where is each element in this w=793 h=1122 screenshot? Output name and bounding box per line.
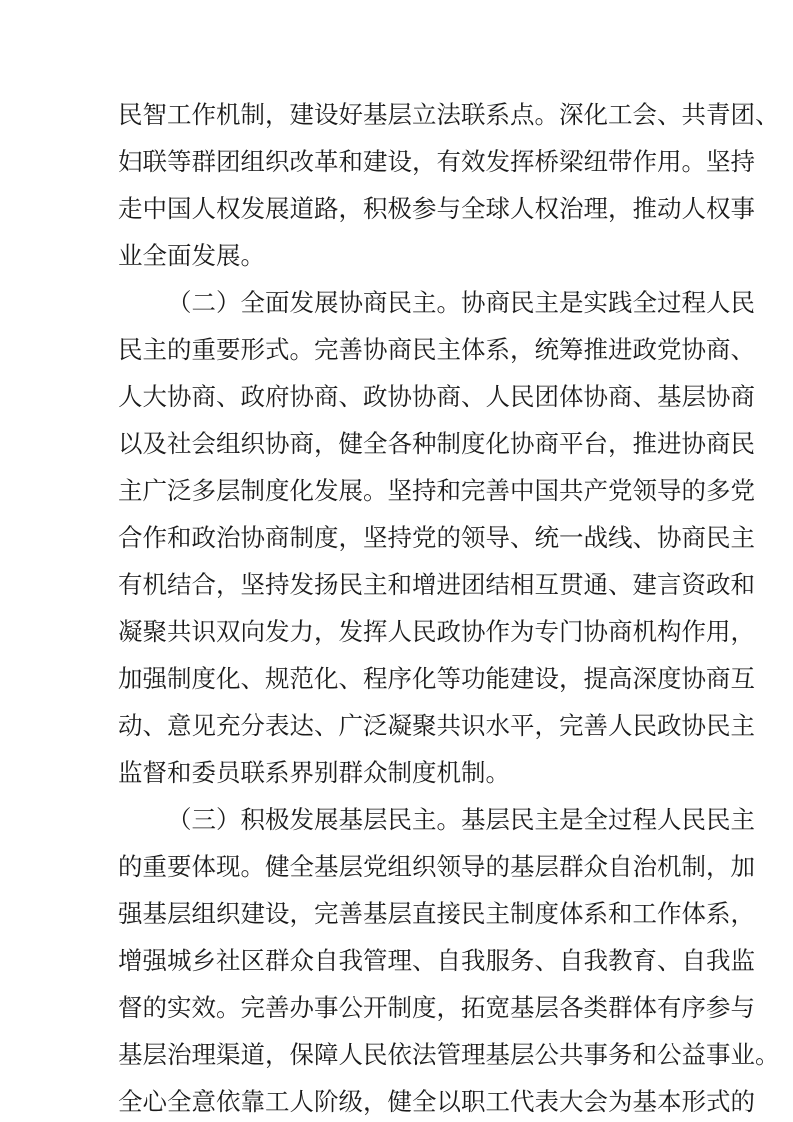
paragraph-2-line-7: 有机结合，坚持发扬民主和增进团结相互贯通、建言资政和 <box>118 570 755 599</box>
paragraph-1-line-2: 妇联等群团组织改革和建设，有效发挥桥梁纽带作用。坚持 <box>118 147 755 176</box>
paragraph-3-line-3: 强基层组织建设，完善基层直接民主制度体系和工作体系， <box>118 899 755 928</box>
paragraph-2-line-2: 民主的重要形式。完善协商民主体系，统筹推进政党协商、 <box>118 335 755 364</box>
paragraph-2-line-9: 加强制度化、规范化、程序化等功能建设，提高深度协商互 <box>118 664 755 693</box>
paragraph-2-line-10: 动、意见充分表达、广泛凝聚共识水平，完善人民政协民主 <box>118 711 755 740</box>
paragraph-2-line-4: 以及社会组织协商，健全各种制度化协商平台，推进协商民 <box>118 429 755 458</box>
paragraph-3-line-5: 督的实效。完善办事公开制度，拓宽基层各类群体有序参与 <box>118 993 755 1022</box>
paragraph-3-line-1: （三）积极发展基层民主。基层民主是全过程人民民主 <box>167 805 755 834</box>
paragraph-3-line-7: 全心全意依靠工人阶级，健全以职工代表大会为基本形式的 <box>118 1087 755 1116</box>
paragraph-2-line-11: 监督和委员联系界别群众制度机制。 <box>118 758 510 787</box>
paragraph-1-line-1: 民智工作机制，建设好基层立法联系点。深化工会、共青团、 <box>118 100 780 129</box>
paragraph-2-line-6: 合作和政治协商制度，坚持党的领导、统一战线、协商民主 <box>118 523 755 552</box>
paragraph-1-line-4: 业全面发展。 <box>118 241 265 270</box>
paragraph-3-line-4: 增强城乡社区群众自我管理、自我服务、自我教育、自我监 <box>118 946 755 975</box>
paragraph-2-line-3: 人大协商、政府协商、政协协商、人民团体协商、基层协商 <box>118 382 755 411</box>
paragraph-3-line-2: 的重要体现。健全基层党组织领导的基层群众自治机制，加 <box>118 852 755 881</box>
paragraph-1-line-3: 走中国人权发展道路，积极参与全球人权治理，推动人权事 <box>118 194 755 223</box>
paragraph-2-line-5: 主广泛多层制度化发展。坚持和完善中国共产党领导的多党 <box>118 476 755 505</box>
paragraph-2-line-8: 凝聚共识双向发力，发挥人民政协作为专门协商机构作用， <box>118 617 755 646</box>
paragraph-2-line-1: （二）全面发展协商民主。协商民主是实践全过程人民 <box>167 288 755 317</box>
paragraph-3-line-6: 基层治理渠道，保障人民依法管理基层公共事务和公益事业。 <box>118 1040 780 1069</box>
